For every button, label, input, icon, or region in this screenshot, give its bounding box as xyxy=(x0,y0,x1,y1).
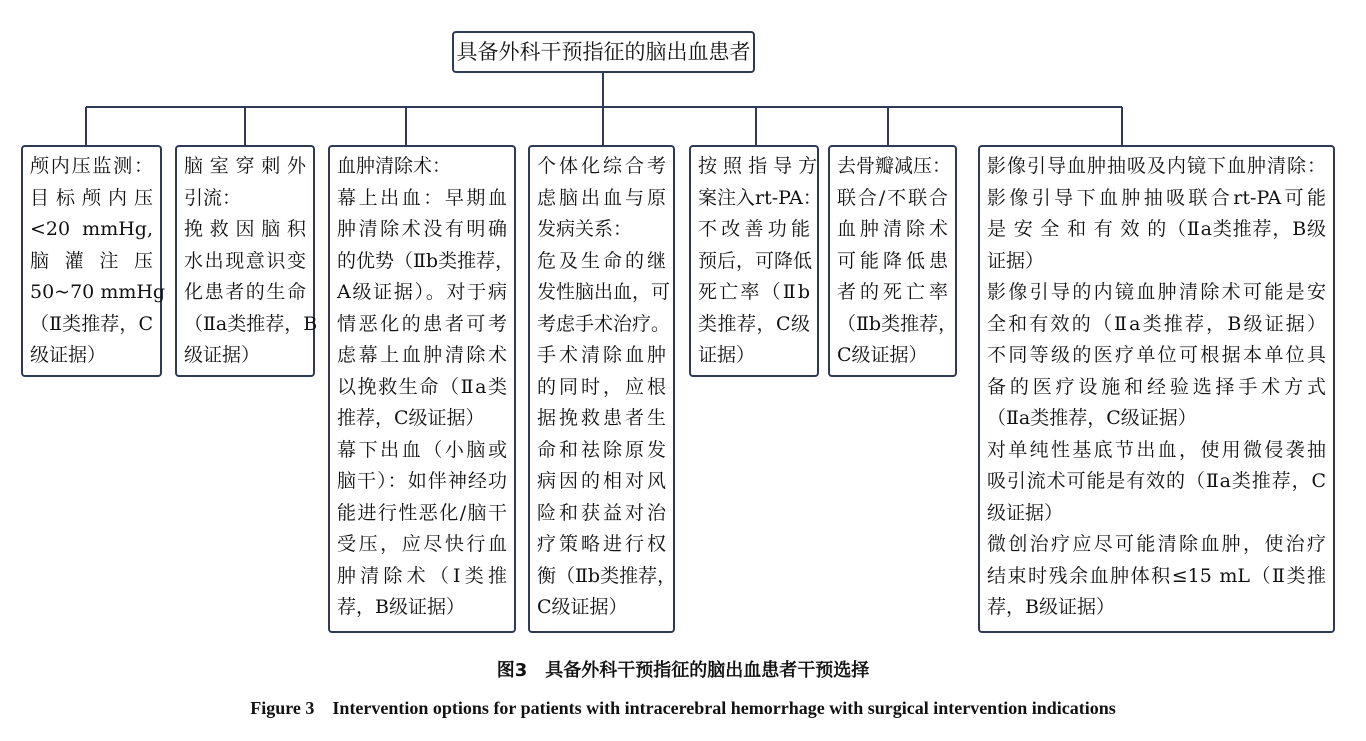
node-line: 荐，B级证据） xyxy=(987,596,1115,618)
node-line: （Ⅱb类推荐， xyxy=(837,312,958,335)
node-line: 目 标 颅 内 压 xyxy=(30,186,153,209)
node-line: 以挽救生命（Ⅱa类 xyxy=(337,375,507,398)
node-line: 情恶化的患者可考 xyxy=(337,312,507,335)
node-line: 血肿清除术 xyxy=(837,218,948,240)
node-line: 考虑手术治疗。 xyxy=(537,312,671,335)
node-line: 级证据） xyxy=(184,344,261,366)
node-line: 不改善功能 xyxy=(698,218,810,240)
node-line: 影像引导血肿抽吸及内镜下血肿清除： xyxy=(987,155,1326,177)
node-line: 备的医疗设施和经验选择手术方式 xyxy=(987,375,1326,398)
node-line: 颅内压监测： xyxy=(30,155,153,177)
root-node xyxy=(452,31,755,73)
node-line: 联合/不联合 xyxy=(837,186,948,209)
node-line: 证据） xyxy=(987,249,1045,272)
node-line: 肿清除术没有明确 xyxy=(337,218,507,240)
node-line: 能进行性恶化/脑干 xyxy=(337,501,507,524)
node-line: 幕下出血（小脑或 xyxy=(337,438,507,461)
node-imaging xyxy=(978,145,1335,633)
node-line: 级证据） xyxy=(30,344,107,366)
node-line: 案注入rt-PA： xyxy=(698,186,822,209)
node-line: 虑脑出血与原 xyxy=(537,186,666,209)
node-line: 肿清除术（Ⅰ类推 xyxy=(337,564,507,587)
node-line: 级证据） xyxy=(987,501,1064,524)
node-line: 推荐，C级证据） xyxy=(337,407,485,429)
node-line: 类推荐，C级 xyxy=(698,312,810,335)
node-line: （Ⅱa类推荐，C级证据） xyxy=(987,407,1197,429)
node-line: 病因的相对风 xyxy=(537,470,666,492)
node-line: 不同等级的医疗单位可根据本单位具 xyxy=(987,344,1326,366)
node-craniectomy xyxy=(828,145,957,377)
node-line: 危及生命的继 xyxy=(537,249,666,272)
node-line: 化患者的生命 xyxy=(184,281,306,303)
node-rtpa xyxy=(689,145,822,377)
node-line: 微创治疗应尽可能清除血肿，使治疗 xyxy=(987,533,1326,555)
node-line: 死亡率（Ⅱb xyxy=(698,281,810,303)
node-line: 挽 救 因 脑 积 xyxy=(184,218,306,240)
node-line: 手术清除血肿 xyxy=(537,344,666,366)
node-line: 吸引流术可能是有效的（Ⅱa类推荐，C xyxy=(987,470,1326,492)
node-line: 影像引导下血肿抽吸联合rt-PA可能 xyxy=(987,186,1326,209)
node-line: 险和获益对治 xyxy=(537,501,666,524)
node-line: 发病关系： xyxy=(537,218,633,240)
node-line: C级证据） xyxy=(837,344,928,366)
node-line: 50~70 mmHg xyxy=(30,281,166,303)
node-line: 者的死亡率 xyxy=(837,281,948,303)
node-icp xyxy=(21,145,166,377)
node-line: 可能降低患 xyxy=(837,249,948,272)
node-line: 命和祛除原发 xyxy=(537,438,666,461)
node-line: 影像引导的内镜血肿清除术可能是安 xyxy=(987,281,1326,303)
node-line: 荐，B级证据） xyxy=(337,596,465,618)
node-line: 发性脑出血，可 xyxy=(537,281,671,303)
node-line: 按 照 指 导 方 xyxy=(698,155,818,177)
node-line: 受压，应尽快行血 xyxy=(337,533,507,555)
figure-caption-en: Figure 3 Intervention options for patients with intracerebral hemorrhage with surgical intervention indications xyxy=(250,698,1116,718)
node-line: 脑 灌 注 压 xyxy=(30,249,153,272)
node-line: 疗策略进行权 xyxy=(537,533,666,555)
node-line: 是 安 全 和 有 效 的（Ⅱa类推荐，B级 xyxy=(987,218,1326,240)
node-line: 个体化综合考 xyxy=(537,155,666,177)
node-line: 幕上出血：早期血 xyxy=(337,186,507,209)
node-line: 的优势（Ⅱb类推荐， xyxy=(337,249,515,272)
root-label: 具备外科干预指征的脑出血患者 xyxy=(456,40,751,64)
node-hematoma xyxy=(328,145,516,633)
node-ventricle xyxy=(175,145,318,377)
figure-caption-zh: 图3 具备外科干预指征的脑出血患者干预选择 xyxy=(496,660,870,681)
node-line: 预后，可降低 xyxy=(698,249,813,272)
node-line: 全和有效的（Ⅱa类推荐，B级证据） xyxy=(987,312,1326,335)
node-line: 虑幕上血肿清除术 xyxy=(337,344,507,366)
node-individual xyxy=(528,145,675,633)
node-line: A级证据）。对于病 xyxy=(337,281,507,303)
node-line: 血肿清除术： xyxy=(337,155,452,177)
node-line: 的同时，应根 xyxy=(537,375,666,398)
node-line: 结束时残余血肿体积≤15 mL（Ⅱ类推 xyxy=(987,564,1326,587)
node-line: 证据） xyxy=(698,344,756,366)
node-line: C级证据） xyxy=(537,596,628,618)
node-line: 水出现意识变 xyxy=(184,249,306,272)
node-line: 据挽救患者生 xyxy=(537,407,666,429)
node-line: 脑干）：如伴神经功 xyxy=(337,470,507,492)
node-line: （Ⅱa类推荐，B xyxy=(184,312,318,335)
node-line: 衡（Ⅱb类推荐， xyxy=(537,564,677,587)
node-line: 引流： xyxy=(184,186,242,209)
node-line: <20 mmHg, xyxy=(30,218,153,240)
node-line: （Ⅱ类推荐，C xyxy=(30,312,153,335)
node-line: 去骨瓣减压： xyxy=(837,155,952,177)
node-line: 脑 室 穿 刺 外 xyxy=(184,155,306,177)
node-line: 对单纯性基底节出血，使用微侵袭抽 xyxy=(987,438,1326,461)
